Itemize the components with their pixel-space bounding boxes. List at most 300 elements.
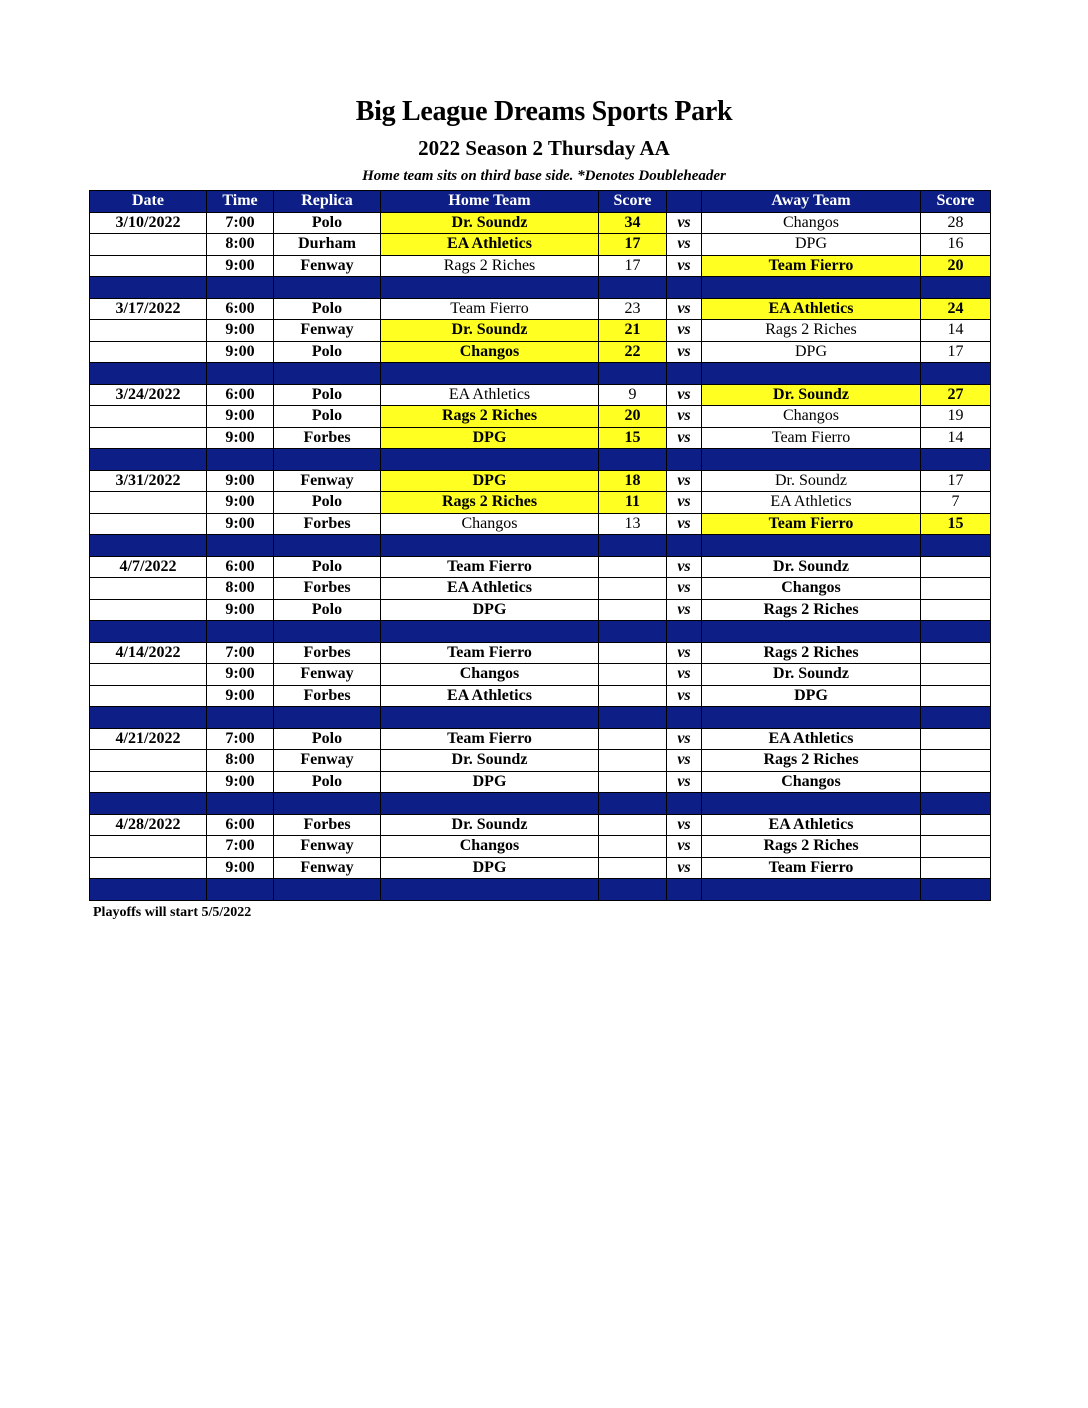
away-team-cell: Changos [702, 406, 921, 428]
vs-cell: vs [667, 836, 702, 858]
away-score-cell [921, 556, 991, 578]
away-score-cell [921, 728, 991, 750]
separator-cell [702, 363, 921, 385]
separator-cell [702, 793, 921, 815]
field-cell: Polo [274, 599, 381, 621]
away-score-cell [921, 857, 991, 879]
separator-cell [207, 707, 274, 729]
separator-cell [702, 707, 921, 729]
field-cell: Polo [274, 406, 381, 428]
home-score-cell: 20 [599, 406, 667, 428]
home-team-cell: EA Athletics [381, 685, 599, 707]
week-separator-row [90, 707, 991, 729]
separator-cell [90, 535, 207, 557]
separator-cell [702, 879, 921, 901]
home-score-cell [599, 750, 667, 772]
date-cell [90, 255, 207, 277]
away-team-cell: EA Athletics [702, 814, 921, 836]
home-team-cell: Dr. Soundz [381, 814, 599, 836]
time-cell: 7:00 [207, 642, 274, 664]
separator-cell [599, 277, 667, 299]
vs-cell: vs [667, 406, 702, 428]
away-team-cell: Rags 2 Riches [702, 320, 921, 342]
col-header-home-team: Home Team [381, 191, 599, 213]
away-score-cell: 17 [921, 341, 991, 363]
date-cell [90, 513, 207, 535]
vs-cell: vs [667, 642, 702, 664]
home-team-cell: Dr. Soundz [381, 320, 599, 342]
home-score-cell: 23 [599, 298, 667, 320]
col-header-away-score: Score [921, 191, 991, 213]
col-header-time: Time [207, 191, 274, 213]
away-team-cell: Rags 2 Riches [702, 836, 921, 858]
home-score-cell [599, 771, 667, 793]
separator-cell [702, 449, 921, 471]
separator-cell [702, 621, 921, 643]
time-cell: 8:00 [207, 234, 274, 256]
home-score-cell: 11 [599, 492, 667, 514]
away-team-cell: DPG [702, 685, 921, 707]
date-cell [90, 664, 207, 686]
field-cell: Fenway [274, 470, 381, 492]
away-team-cell: Team Fierro [702, 427, 921, 449]
schedule-body [90, 212, 991, 900]
away-score-cell: 17 [921, 470, 991, 492]
date-cell: 4/14/2022 [90, 642, 207, 664]
away-score-cell: 24 [921, 298, 991, 320]
time-cell: 8:00 [207, 750, 274, 772]
field-cell: Polo [274, 298, 381, 320]
separator-cell [90, 277, 207, 299]
col-header-replica: Replica [274, 191, 381, 213]
separator-cell [381, 793, 599, 815]
home-score-cell: 13 [599, 513, 667, 535]
separator-cell [381, 879, 599, 901]
table-row [90, 664, 991, 686]
date-cell: 3/24/2022 [90, 384, 207, 406]
table-row [90, 255, 991, 277]
away-team-cell: Rags 2 Riches [702, 642, 921, 664]
field-cell: Polo [274, 492, 381, 514]
field-cell: Polo [274, 728, 381, 750]
time-cell: 9:00 [207, 320, 274, 342]
week-separator-row [90, 363, 991, 385]
date-cell [90, 341, 207, 363]
playoffs-note: Playoffs will start 5/5/2022 [93, 905, 252, 920]
home-team-cell: Dr. Soundz [381, 212, 599, 234]
table-row [90, 320, 991, 342]
separator-cell [274, 535, 381, 557]
away-score-cell [921, 836, 991, 858]
away-team-cell: DPG [702, 234, 921, 256]
week-separator-row [90, 535, 991, 557]
away-score-cell: 20 [921, 255, 991, 277]
home-team-cell: DPG [381, 857, 599, 879]
home-score-cell [599, 578, 667, 600]
separator-cell [667, 793, 702, 815]
table-row [90, 384, 991, 406]
table-row [90, 599, 991, 621]
home-team-cell: DPG [381, 427, 599, 449]
vs-cell: vs [667, 814, 702, 836]
separator-cell [274, 793, 381, 815]
table-row [90, 578, 991, 600]
field-cell: Forbes [274, 427, 381, 449]
separator-cell [274, 277, 381, 299]
home-score-cell [599, 685, 667, 707]
home-score-cell: 9 [599, 384, 667, 406]
date-cell: 4/21/2022 [90, 728, 207, 750]
separator-cell [381, 621, 599, 643]
separator-cell [599, 449, 667, 471]
date-cell [90, 578, 207, 600]
table-row [90, 492, 991, 514]
separator-cell [381, 449, 599, 471]
away-team-cell: DPG [702, 341, 921, 363]
date-cell [90, 320, 207, 342]
vs-cell: vs [667, 234, 702, 256]
time-cell: 6:00 [207, 384, 274, 406]
home-team-cell: Team Fierro [381, 298, 599, 320]
table-row [90, 836, 991, 858]
home-team-cell: Rags 2 Riches [381, 406, 599, 428]
separator-cell [599, 879, 667, 901]
field-cell: Fenway [274, 750, 381, 772]
away-team-cell: Changos [702, 212, 921, 234]
separator-cell [274, 363, 381, 385]
time-cell: 8:00 [207, 578, 274, 600]
field-cell: Polo [274, 384, 381, 406]
time-cell: 9:00 [207, 255, 274, 277]
week-separator-row [90, 277, 991, 299]
time-cell: 6:00 [207, 556, 274, 578]
schedule-note: Home team sits on third base side. *Denotes Doubleheader [362, 168, 726, 184]
separator-cell [667, 363, 702, 385]
separator-cell [667, 277, 702, 299]
separator-cell [90, 793, 207, 815]
vs-cell: vs [667, 578, 702, 600]
away-score-cell: 7 [921, 492, 991, 514]
home-team-cell: DPG [381, 599, 599, 621]
home-team-cell: EA Athletics [381, 578, 599, 600]
page-title: Big League Dreams Sports Park [355, 96, 733, 127]
separator-cell [599, 535, 667, 557]
vs-cell: vs [667, 750, 702, 772]
col-header-away-team: Away Team [702, 191, 921, 213]
separator-cell [207, 621, 274, 643]
field-cell: Fenway [274, 836, 381, 858]
home-score-cell [599, 556, 667, 578]
home-score-cell: 15 [599, 427, 667, 449]
home-team-cell: Changos [381, 513, 599, 535]
time-cell: 9:00 [207, 685, 274, 707]
schedule-table [89, 190, 991, 901]
time-cell: 9:00 [207, 664, 274, 686]
separator-cell [381, 707, 599, 729]
away-team-cell: Team Fierro [702, 255, 921, 277]
field-cell: Fenway [274, 255, 381, 277]
away-team-cell: Dr. Soundz [702, 384, 921, 406]
date-cell [90, 771, 207, 793]
separator-cell [599, 363, 667, 385]
table-row [90, 857, 991, 879]
vs-cell: vs [667, 513, 702, 535]
table-row [90, 642, 991, 664]
table-row [90, 728, 991, 750]
away-score-cell [921, 599, 991, 621]
vs-cell: vs [667, 341, 702, 363]
time-cell: 9:00 [207, 771, 274, 793]
separator-cell [921, 879, 991, 901]
field-cell: Forbes [274, 578, 381, 600]
date-cell [90, 836, 207, 858]
vs-cell: vs [667, 212, 702, 234]
separator-cell [921, 277, 991, 299]
home-score-cell [599, 814, 667, 836]
time-cell: 6:00 [207, 298, 274, 320]
table-row [90, 427, 991, 449]
time-cell: 9:00 [207, 513, 274, 535]
home-score-cell: 22 [599, 341, 667, 363]
date-cell [90, 857, 207, 879]
separator-cell [381, 363, 599, 385]
table-row [90, 556, 991, 578]
table-row [90, 513, 991, 535]
time-cell: 9:00 [207, 406, 274, 428]
date-cell: 3/10/2022 [90, 212, 207, 234]
separator-cell [207, 277, 274, 299]
separator-cell [90, 879, 207, 901]
vs-cell: vs [667, 556, 702, 578]
field-cell: Polo [274, 771, 381, 793]
date-cell [90, 750, 207, 772]
col-header-vs [667, 191, 702, 213]
time-cell: 6:00 [207, 814, 274, 836]
field-cell: Forbes [274, 513, 381, 535]
vs-cell: vs [667, 664, 702, 686]
separator-cell [702, 535, 921, 557]
time-cell: 7:00 [207, 728, 274, 750]
separator-cell [667, 879, 702, 901]
separator-cell [90, 449, 207, 471]
away-team-cell: EA Athletics [702, 298, 921, 320]
vs-cell: vs [667, 857, 702, 879]
home-team-cell: Changos [381, 836, 599, 858]
header-row [90, 191, 991, 213]
separator-cell [207, 879, 274, 901]
table-row [90, 685, 991, 707]
table-row [90, 212, 991, 234]
home-score-cell: 34 [599, 212, 667, 234]
away-team-cell: Dr. Soundz [702, 664, 921, 686]
separator-cell [207, 449, 274, 471]
week-separator-row [90, 449, 991, 471]
table-row [90, 771, 991, 793]
date-cell [90, 427, 207, 449]
away-score-cell: 19 [921, 406, 991, 428]
time-cell: 9:00 [207, 599, 274, 621]
field-cell: Polo [274, 341, 381, 363]
separator-cell [274, 449, 381, 471]
away-score-cell: 14 [921, 320, 991, 342]
home-team-cell: Team Fierro [381, 556, 599, 578]
separator-cell [599, 793, 667, 815]
away-team-cell: EA Athletics [702, 492, 921, 514]
separator-cell [274, 621, 381, 643]
away-team-cell: Dr. Soundz [702, 470, 921, 492]
week-separator-row [90, 621, 991, 643]
home-score-cell [599, 728, 667, 750]
time-cell: 7:00 [207, 836, 274, 858]
field-cell: Fenway [274, 320, 381, 342]
page-subtitle: 2022 Season 2 Thursday AA [418, 136, 670, 160]
separator-cell [90, 707, 207, 729]
home-score-cell: 17 [599, 255, 667, 277]
home-score-cell [599, 642, 667, 664]
table-row [90, 298, 991, 320]
time-cell: 7:00 [207, 212, 274, 234]
separator-cell [90, 363, 207, 385]
time-cell: 9:00 [207, 492, 274, 514]
time-cell: 9:00 [207, 427, 274, 449]
field-cell: Fenway [274, 664, 381, 686]
separator-cell [921, 621, 991, 643]
vs-cell: vs [667, 298, 702, 320]
separator-cell [207, 535, 274, 557]
separator-cell [667, 449, 702, 471]
field-cell: Fenway [274, 857, 381, 879]
vs-cell: vs [667, 599, 702, 621]
away-score-cell: 15 [921, 513, 991, 535]
away-score-cell: 27 [921, 384, 991, 406]
separator-cell [274, 707, 381, 729]
separator-cell [667, 535, 702, 557]
table-row [90, 814, 991, 836]
date-cell: 3/31/2022 [90, 470, 207, 492]
week-separator-row [90, 793, 991, 815]
date-cell [90, 492, 207, 514]
separator-cell [274, 879, 381, 901]
away-score-cell: 28 [921, 212, 991, 234]
vs-cell: vs [667, 470, 702, 492]
vs-cell: vs [667, 728, 702, 750]
table-row [90, 470, 991, 492]
separator-cell [921, 793, 991, 815]
vs-cell: vs [667, 685, 702, 707]
field-cell: Polo [274, 212, 381, 234]
separator-cell [921, 535, 991, 557]
time-cell: 9:00 [207, 341, 274, 363]
date-cell: 4/7/2022 [90, 556, 207, 578]
away-score-cell: 16 [921, 234, 991, 256]
home-team-cell: Changos [381, 341, 599, 363]
separator-cell [207, 793, 274, 815]
away-team-cell: EA Athletics [702, 728, 921, 750]
away-team-cell: Changos [702, 771, 921, 793]
separator-cell [599, 707, 667, 729]
separator-cell [921, 449, 991, 471]
away-team-cell: Team Fierro [702, 513, 921, 535]
away-score-cell [921, 771, 991, 793]
col-header-home-score: Score [599, 191, 667, 213]
field-cell: Durham [274, 234, 381, 256]
home-score-cell: 17 [599, 234, 667, 256]
away-team-cell: Rags 2 Riches [702, 750, 921, 772]
home-team-cell: Rags 2 Riches [381, 255, 599, 277]
home-team-cell: EA Athletics [381, 234, 599, 256]
vs-cell: vs [667, 427, 702, 449]
separator-cell [381, 277, 599, 299]
separator-cell [667, 621, 702, 643]
away-score-cell [921, 814, 991, 836]
table-row [90, 234, 991, 256]
field-cell: Polo [274, 556, 381, 578]
vs-cell: vs [667, 255, 702, 277]
home-team-cell: DPG [381, 470, 599, 492]
time-cell: 9:00 [207, 857, 274, 879]
away-team-cell: Team Fierro [702, 857, 921, 879]
home-score-cell: 21 [599, 320, 667, 342]
home-score-cell [599, 836, 667, 858]
separator-cell [667, 707, 702, 729]
home-team-cell: Rags 2 Riches [381, 492, 599, 514]
field-cell: Forbes [274, 642, 381, 664]
table-row [90, 750, 991, 772]
away-team-cell: Rags 2 Riches [702, 599, 921, 621]
away-score-cell [921, 642, 991, 664]
table-row [90, 341, 991, 363]
separator-cell [702, 277, 921, 299]
separator-cell [381, 535, 599, 557]
separator-cell [921, 363, 991, 385]
vs-cell: vs [667, 320, 702, 342]
date-cell [90, 685, 207, 707]
vs-cell: vs [667, 771, 702, 793]
separator-cell [921, 707, 991, 729]
separator-cell [599, 621, 667, 643]
separator-cell [90, 621, 207, 643]
field-cell: Forbes [274, 814, 381, 836]
away-team-cell: Dr. Soundz [702, 556, 921, 578]
home-team-cell: EA Athletics [381, 384, 599, 406]
home-team-cell: DPG [381, 771, 599, 793]
home-score-cell [599, 664, 667, 686]
field-cell: Forbes [274, 685, 381, 707]
away-team-cell: Changos [702, 578, 921, 600]
table-row [90, 406, 991, 428]
away-score-cell: 14 [921, 427, 991, 449]
vs-cell: vs [667, 492, 702, 514]
week-separator-row [90, 879, 991, 901]
home-team-cell: Team Fierro [381, 728, 599, 750]
away-score-cell [921, 578, 991, 600]
away-score-cell [921, 750, 991, 772]
away-score-cell [921, 685, 991, 707]
away-score-cell [921, 664, 991, 686]
home-team-cell: Team Fierro [381, 642, 599, 664]
home-team-cell: Changos [381, 664, 599, 686]
date-cell [90, 406, 207, 428]
separator-cell [207, 363, 274, 385]
home-team-cell: Dr. Soundz [381, 750, 599, 772]
time-cell: 9:00 [207, 470, 274, 492]
date-cell [90, 599, 207, 621]
vs-cell: vs [667, 384, 702, 406]
col-header-date: Date [90, 191, 207, 213]
date-cell: 3/17/2022 [90, 298, 207, 320]
date-cell: 4/28/2022 [90, 814, 207, 836]
home-score-cell [599, 599, 667, 621]
